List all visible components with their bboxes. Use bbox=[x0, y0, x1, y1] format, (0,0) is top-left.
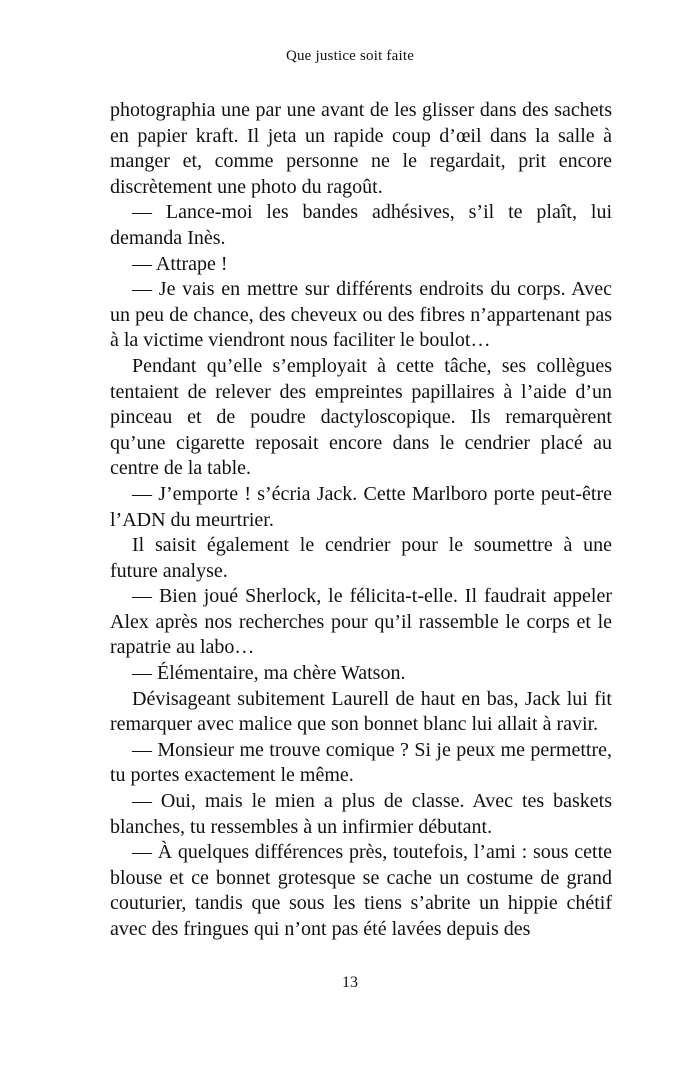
running-head: Que justice soit faite bbox=[285, 48, 415, 64]
paragraph: — Bien joué Sherlock, le félicita-t-elle. Il faudrait appeler Alex après nos recherches pour qu’il rassemble le corps et le rapatrie au labo… bbox=[110, 585, 612, 659]
paragraph: Il saisit également le cendrier pour le soumettre à une future analyse. bbox=[110, 534, 612, 582]
paragraph: photographia une par une avant de les glisser dans des sachets en papier kraft. Il jeta un rapide coup d’œil dans la salle à manger et, comme personne ne le regardait, prit encore discrètement une photo du ragoût. bbox=[110, 99, 612, 198]
paragraph: — Élémentaire, ma chère Watson. bbox=[132, 662, 406, 685]
paragraph: Dévisageant subitement Laurell de haut en bas, Jack lui fit remarquer avec malice que son bonnet blanc lui allait à ravir. bbox=[110, 687, 612, 736]
paragraph: — Attrape ! bbox=[132, 252, 228, 275]
page-number: 13 bbox=[342, 974, 358, 991]
paragraph: — Oui, mais le mien a plus de classe. Avec tes baskets blanches, tu ressembles à un infirmier débutant. bbox=[110, 790, 612, 838]
paragraph: — Je vais en mettre sur différents endroits du corps. Avec un peu de chance, des cheveux ou des fibres n’appartenant pas à la victime viendront nous faciliter le boulot… bbox=[110, 278, 612, 352]
paragraph: — J’emporte ! s’écria Jack. Cette Marlboro porte peut-être l’ADN du meurtrier. bbox=[110, 482, 612, 531]
paragraph: — Lance-moi les bandes adhésives, s’il te plaît, lui demanda Inès. bbox=[110, 201, 612, 249]
paragraph: — Monsieur me trouve comique ? Si je peux me permettre, tu portes exactement le même. bbox=[110, 738, 612, 787]
paragraph: — À quelques différences près, toutefois, l’ami : sous cette blouse et ce bonnet grotesque se cache un costume de grand couturier, tandis que sous les tiens s’abrite un hippie chétif avec des fringues qui n’ont pas été lavées depuis des bbox=[110, 841, 612, 940]
paragraph: Pendant qu’elle s’employait à cette tâche, ses collègues tentaient de relever des empreintes papillaires à l’aide d’un pinceau et de poudre dactyloscopique. Ils remarquèrent qu’une cigarette reposait encore dans le cendrier placé au centre de la table. bbox=[110, 354, 612, 480]
body-text bbox=[110, 98, 612, 943]
